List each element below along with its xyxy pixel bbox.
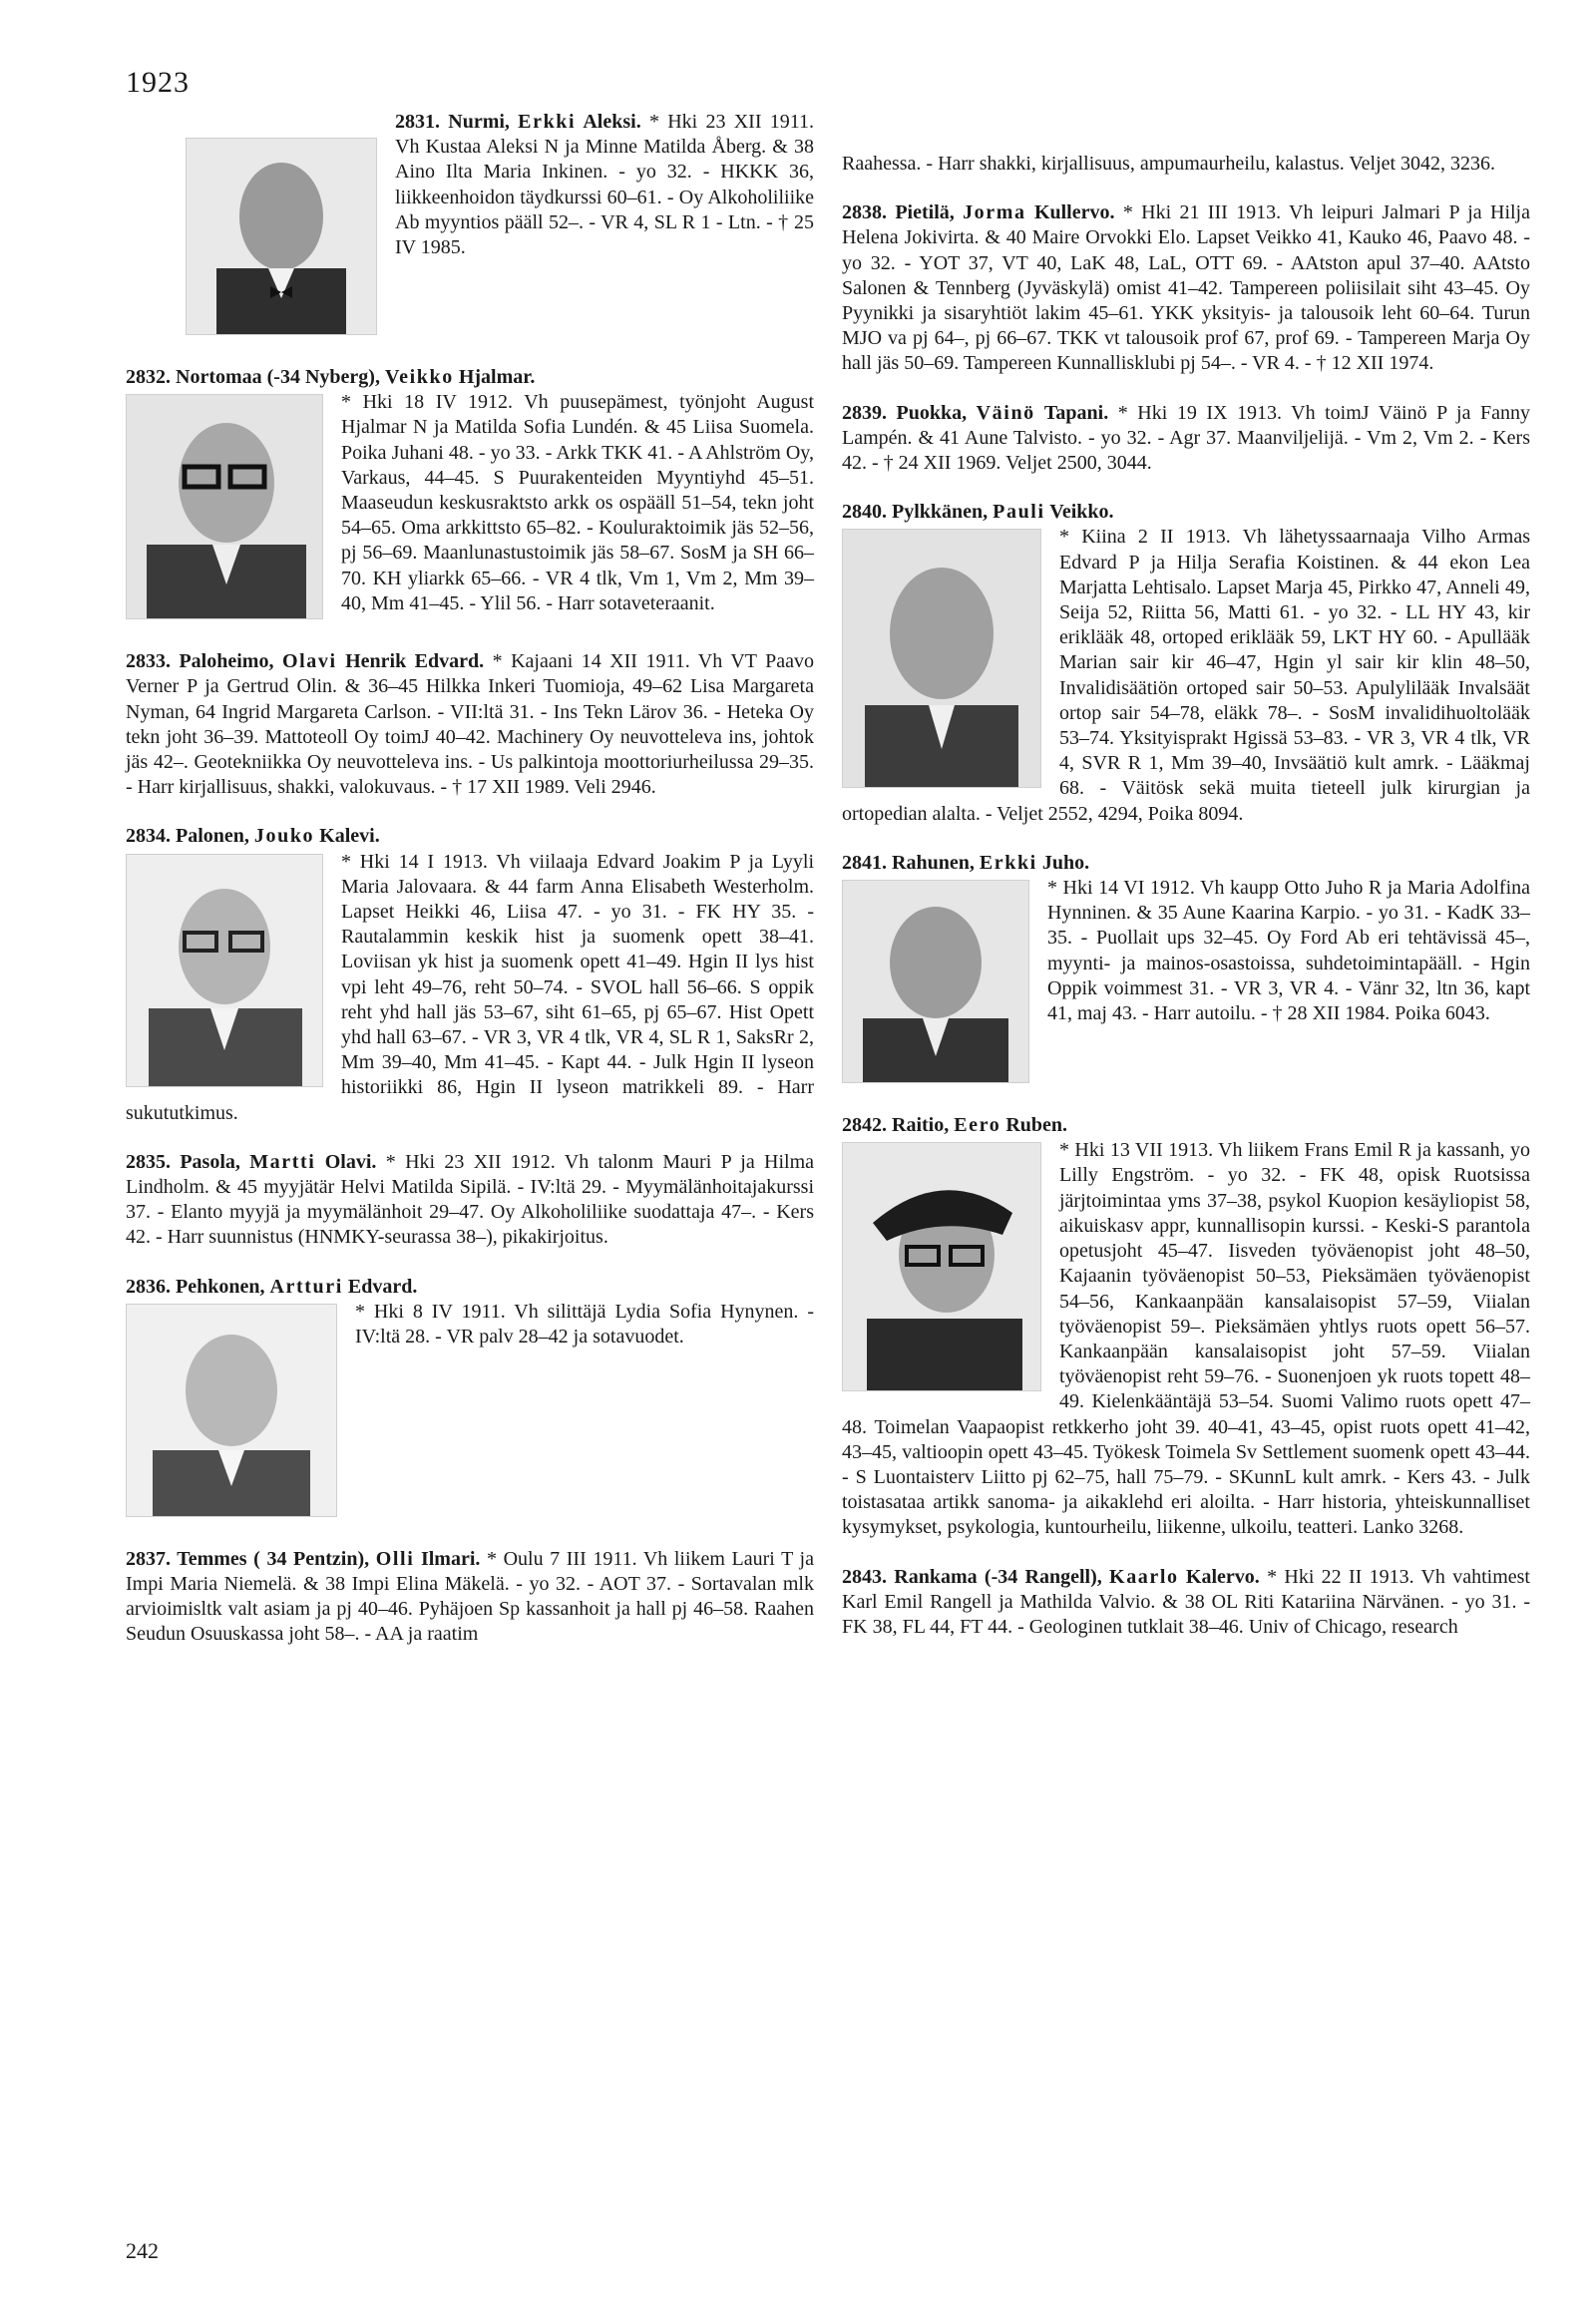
entry-text: * Hki 21 III 1913. Vh leipuri Jalmari P ja Hilja Helena Jokivirta. & 40 Maire Orvokki Elo. Lapset Veikko 41, Kauko 46, Paavo 48. - yo 32. - YOT 37, VT 40, LaK 48, LaL, OTT 69. - AAtston apul 37–40. AAtsto Salonen & Tennberg (Jyväskylä) omist 41–42. Tampereen poliisilait siht 43–45. Oy Pyynikki ja sisaryhtiöt lakim 45–61. YKK yksityis- ja talousoik leht 60–64. Turun MJO va pj 64–, pj 66–67. TKK vt talousoik prof 67, prof 69. - Tampereen Marja Oy hall jäs 50–69. Tampereen Kunnallisklubi pj 54–. - VR 4. - † 12 XII 1974. — [842, 201, 1530, 375]
entry-2833 — [126, 649, 814, 800]
entry-2838 — [842, 200, 1530, 376]
entry-given-name: Olavi — [281, 650, 337, 673]
portrait-photo — [126, 1304, 337, 1517]
entry-head: 2837. Temmes ( 34 Pentzin), — [126, 1547, 376, 1570]
left-column — [126, 110, 814, 1648]
entry-given-name: Olli — [375, 1547, 415, 1570]
entry-head-rest: Edvard. — [342, 1275, 418, 1298]
entry-given-name: Jouko — [253, 825, 315, 848]
entry-2842 — [842, 1113, 1530, 1540]
entry-text: * Hki 14 VI 1912. Vh kaupp Otto Juho R ja Maria Adolfina Hynninen. & 35 Aune Kaarina Karpio. - yo 31. - KadK 33–35. - Puollait ups 32–45. Oy Ford Ab eri tehtävissä 45–, myynti- ja mainos-osastoissa, suhdetoimintapääll. - Hgin Oppik voimmest 31. - VR 3, VR 4. - Vänr 32, ltn 36, kapt 41, maj 43. - Harr autoilu. - † 28 XII 1984. Poika 6043. — [1047, 877, 1530, 1025]
entry-head-rest: Hjalmar. — [453, 366, 536, 388]
entry-2831 — [126, 110, 814, 341]
entry-text: * Hki 19 IX 1913. Vh toimJ Väinö P ja Fanny Lampén. & 41 Aune Talvisto. - yo 32. - Agr 37. Maanviljelijä. - Vm 2, Vm 2. - Kers 42. - † 24 XII 1969. Veljet 2500, 3044. — [842, 401, 1531, 475]
entry-head-rest: Juho. — [1036, 851, 1090, 874]
entry-head-rest: Kullervo. — [1025, 201, 1115, 224]
entry-text: * Hki 23 XII 1911. Vh Kustaa Aleksi N ja Minne Matilda Åberg. & 38 Aino Ilta Maria Inkinen. - yo 32. - HKKK 36, liikkeenhoidon täydkurssi 60–61. - Oy Alkoholiliike Ab myyntios pääll 52–. - VR 4, SL R 1 - Ltn. - † 25 IV 1985. — [395, 111, 814, 259]
portrait-photo — [126, 854, 323, 1087]
entry-text: * Oulu 7 III 1911. Vh liikem Lauri T ja Impi Maria Niemelä. & 38 Impi Elina Mäkelä. - yo 32. - AOT 37. - Sortavalan mlk arvioimisltk valt asiam ja pj 40–46. Pyhäjoen Sp kassanhoit ja hall pj 46–58. Raahen Seudun Osuuskassa joht 58–. - AA ja raatim — [126, 1547, 814, 1646]
entry-head: 2831. Nurmi, — [395, 111, 519, 133]
entry-given-name: Artturi — [269, 1275, 343, 1298]
entry-head-rest: Kalevi. — [314, 825, 380, 848]
entry-head-rest: Ruben. — [1000, 1114, 1068, 1137]
entry-given-name: Veikko — [384, 366, 454, 388]
entry-head: 2839. Puokka, — [842, 401, 977, 424]
portrait-photo — [842, 529, 1041, 788]
entry-head: 2833. Paloheimo, — [126, 650, 282, 673]
entry-head-rest: Olavi. — [315, 1150, 377, 1173]
entry-2837-continued — [842, 152, 1530, 177]
entry-head: 2838. Pietilä, — [842, 201, 964, 224]
entry-2836 — [126, 1275, 814, 1523]
entry-head: 2832. Nortomaa (-34 Nyberg), — [126, 366, 385, 388]
entry-2840 — [842, 500, 1530, 827]
entry-head-rest: Henrik Edvard. — [336, 650, 485, 673]
entry-given-name: Martti — [249, 1150, 316, 1173]
entry-head: 2834. Palonen, — [126, 825, 254, 848]
portrait-photo — [186, 138, 377, 335]
entry-head-rest: Tapani. — [1034, 401, 1109, 424]
entry-head-rest: Aleksi. — [576, 111, 641, 133]
entry-given-name: Erkki — [518, 111, 577, 133]
portrait-photo — [842, 1142, 1041, 1391]
entry-head: 2842. Raitio, — [842, 1114, 955, 1137]
entry-text: * Hki 8 IV 1911. Vh silittäjä Lydia Sofia Hynynen. - IV:ltä 28. - VR palv 28–42 ja sotavuodet. — [355, 1300, 814, 1349]
entry-text: * Hki 23 XII 1912. Vh talonm Mauri P ja Hilma Lindholm. & 45 myyjätär Helvi Matilda Sipilä. - IV:ltä 29. - Myymälänhoitajakurssi 37. - Elanto myyjä ja myymälänhoit 29–47. Oy Alkoholiliike suodattaja 47–. - Kers 42. - Harr suunnistus (HNMKY-seurassa 38–), pikakirjoitus. — [126, 1150, 815, 1249]
entry-text: * Hki 13 VII 1913. Vh liikem Frans Emil R ja kassanh, yo Lilly Engström. - yo 32. - FK 48, opisk Ruotsissa järjtoimintaa yms 37–38, psykol Kuopion kesäyliopist 58, aikuiskasv appr, kunnallisopin kurssi. - Keski-S parantola opetusjoht 45–47. Iisveden työväenopist joht 48–50, Kajaanin työväenopist 50–53, Pieksämäen työväenopist 54–56, Kankaanpään kansalaisopist 57–59, Viialan työväenopist 59–. Pieksämäen yhtlys ruots opett 56–57. Kankaanpään kansalaisopist joht 57–59. Viialan työväenopist reht 59–76. - Suonenjoen yk ruots topett 48–49. Kielenkääntäjä 53–54. Suomi Valimo ruots opett 47–48. Toimelan Vaapaopist retkkerho joht 39. 40–41, 43–45, opist ruots opett 41–42, 43–45, valtioopin opett 43–45. Työkesk Toimela Sv Settlement suomenk opett 43–44. - S Luontaisterv Liitto pj 62–75, hall 75–79. - SKunnL kult amrk. - Kers 43. - Julk toistasataa artikk sanoma- ja aikaklehd eri aloilta. - Harr historia, yhteiskunnalliset kysymykset, psykologia, kuntourheilu, liikenne, ulkoilu, teatteri. Lanko 3268. — [842, 1139, 1530, 1539]
entry-head-rest: Ilmari. — [414, 1547, 481, 1570]
entry-text: * Kajaani 14 XII 1911. Vh VT Paavo Verner P ja Gertrud Olin. & 36–45 Hilkka Inkeri Tuomioja, 49–62 Lisa Margareta Nyman, 64 Ingrid Margareta Carlson. - VII:ltä 31. - Ins Tekn Lärov 36. - Heteka Oy tekn joht 36–39. Mattoteoll Oy toimJ 40–42. Machinery Oy neuvotteleva ins, johtok jäs 42–. Geotekniikka Oy neuvotteleva ins. - Us palkintoja moottoriurheilussa 29–35. - Harr kirjallisuus, shakki, valokuvaus. - † 17 XII 1989. Veli 2946. — [126, 650, 815, 799]
entry-head: 2841. Rahunen, — [842, 851, 980, 874]
entry-2837 — [126, 1547, 814, 1648]
entry-head: 2835. Pasola, — [126, 1150, 250, 1173]
entry-2834 — [126, 824, 814, 1125]
portrait-photo — [842, 880, 1029, 1083]
entry-head: 2836. Pehkonen, — [126, 1275, 270, 1298]
page-number: 242 — [126, 2238, 159, 2263]
entry-2835 — [126, 1150, 814, 1251]
entry-2839 — [842, 401, 1530, 477]
entry-2843 — [842, 1565, 1530, 1641]
entry-head-rest: Kalervo. — [1178, 1565, 1260, 1588]
page-year: 1923 — [126, 66, 190, 99]
entry-text: Raahessa. - Harr shakki, kirjallisuus, ampumaurheilu, kalastus. Veljet 3042, 3236. — [842, 153, 1496, 175]
entry-2841 — [842, 851, 1530, 1089]
entry-given-name: Erkki — [979, 851, 1037, 874]
entry-given-name: Jorma — [963, 201, 1026, 224]
entry-text: * Hki 18 IV 1912. Vh puusepämest, työnjoht August Hjalmar N ja Matilda Sofia Lundén. & 45 Liisa Suomela. Poika Juhani 48. - yo 33. - Arkk TKK 41. - A Ahlström Oy, Varkaus, 44–45. S Puurakenteiden Myyntiyhd 45–51. Maaseudun keskusraktsto arkk os ospääll 51–54, tekn joht 54–65. Oma arkkittsto 65–82. - Kouluraktoimik jäs 52–56, pj 56–69. Maanlunastustoimik jäs 58–67. SosM ja SH 66–70. KH yliarkk 65–66. - VR 4 tlk, Vm 1, Vm 2, Mm 39–40, Mm 41–45. - Ylil 56. - Harr sotaveteraanit. — [341, 391, 814, 614]
entry-head-rest: Veikko. — [1044, 501, 1114, 524]
entry-head: 2840. Pylkkänen, — [842, 501, 994, 524]
entry-given-name: Kaarlo — [1109, 1565, 1179, 1588]
right-column — [842, 152, 1530, 1640]
entry-given-name: Eero — [954, 1114, 1001, 1137]
entry-text: * Kiina 2 II 1913. Vh lähetyssaarnaaja Vilho Armas Edvard P ja Hilja Serafia Koistinen. & 44 ekon Lea Marjatta Lehtisalo. Lapset Marja 45, Pirkko 47, Anneli 49, Seija 52, Riitta 56, Matti 61. - yo 32. - LL HY 43, kir eriklääk 48, ortoped eriklääk 59, LKT HY 60. - Apullääk Marian sair kir 46–47, Hgin yl sair kir klin 48–50, Invalidisäätiön ortoped sair 50–53. Apulylilääk Invalsäät ortop sair 54–78, eläkk 78–. - SosM invalidihuoltolääk 53–74. Yksityisprakt Hgissä 53–83. - VR 3, VR 4 tlk, VR 4, SVR R 1, Mm 39–40, Invsäätiö kult amrk. - Lääkmaj 68. - Väitösk sekä muita tieteell julk kirurgian ja ortopedian alalta. - Veljet 2552, 4294, Poika 8094. — [842, 526, 1530, 825]
entry-text: * Hki 14 I 1913. Vh viilaaja Edvard Joakim P ja Lyyli Maria Jalovaara. & 44 farm Anna Elisabeth Westerholm. Lapset Heikki 46, Liisa 47. - yo 31. - FK HY 35. - Rautalammin keskik hist ja suomenk opett 38–41. Loviisan yk hist ja suomenk opett 41–49. Hgin II lys hist vpi leht 49–76, reht 50–74. - SVOL hall 56–66. S oppik reht yhd hall jäs 53–67, siht 61–65, pj 65–67. Hist Opett yhd hall 63–67. - VR 3, VR 4 tlk, VR 4, SL R 1, SaksRr 2, Mm 39–40, Mm 41–45. - Kapt 44. - Julk Hgin II lyseon historiikki 86, Hgin II lyseon matrikkeli 89. - Harr sukututkimus. — [126, 850, 814, 1124]
entry-given-name: Väinö — [976, 401, 1035, 424]
entry-head: 2843. Rankama (-34 Rangell), — [842, 1565, 1110, 1588]
entry-2832 — [126, 365, 814, 625]
entry-text: * Hki 22 II 1913. Vh vahtimest Karl Emil Rangell ja Mathilda Valvio. & 38 OL Riti Katariina Närvänen. - yo 31. - FK 38, FL 44, FT 44. - Geologinen tutklait 38–46. Univ of Chicago, research — [842, 1565, 1530, 1638]
entry-given-name: Pauli — [993, 501, 1045, 524]
portrait-photo — [126, 394, 323, 619]
